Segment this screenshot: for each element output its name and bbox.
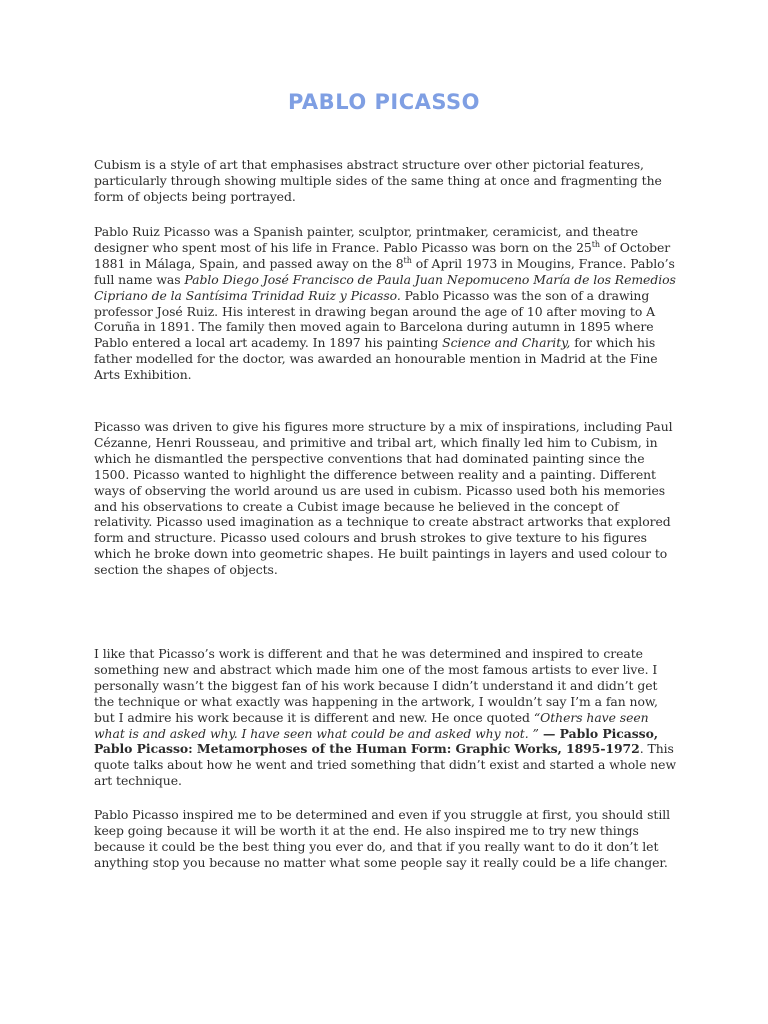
ordinal-suffix: th bbox=[403, 255, 412, 265]
page-title: PABLO PICASSO bbox=[287, 90, 481, 114]
paragraph-biography bbox=[94, 224, 679, 383]
paragraph-opinion bbox=[94, 646, 679, 789]
paragraph-inspirations: Picasso was driven to give his figures more structure by a mix of inspirations, including Paul Cézanne, Henri Rousseau, and primitive and tribal art, which finally led him to Cubism, in which he dismantled the perspective conventions that had dominated painting since the 1500. Picasso wanted to highlight the difference between reality and a painting. Different ways of observing the world around us are used in cubism. Picasso used both his memories and his observations to create a Cubist image because he believed in the concept of relativity. Picasso used imagination as a technique to create abstract artworks that explored form and structure. Picasso used colours and brush strokes to give texture to his figures which he broke down into geometric shapes. He built paintings in layers and used colour to section the shapes of objects. bbox=[94, 419, 673, 578]
paragraph-inspiration-personal: Pablo Picasso inspired me to be determined and even if you struggle at first, you should still keep going because it will be worth it at the end. He also inspired me to try new things because it could be the best thing you ever do, and that if you really want to do it don’t let anything stop you because no matter what some people say it really could be a life changer. bbox=[94, 807, 671, 870]
full-name: Pablo Diego José Francisco de Paula Juan Nepomuceno María de los Remedios Cipriano de la Santísima Trinidad Ruiz y Picasso. bbox=[94, 271, 676, 303]
opinion-text-b: . This quote talks about how he went and tried something that didn’t exist and started a whole new art technique. bbox=[94, 741, 677, 789]
biography-text-e: for which his father modelled for the doctor, was awarded an honourable mention in Madrid at the Fine Arts Exhibition. bbox=[94, 335, 658, 383]
painting-title: Science and Charity, bbox=[442, 335, 571, 351]
biography-text-b: of October 1881 in Málaga, Spain, and passed away on the 8 bbox=[94, 239, 671, 271]
biography-text-a: Pablo Ruiz Picasso was a Spanish painter, sculptor, printmaker, ceramicist, and theatre designer who spent most of his life in France. Pablo Picasso was born on the 25 bbox=[94, 224, 639, 255]
biography-text-c: of April 1973 in Mougins, France. Pablo’s full name was bbox=[94, 255, 675, 287]
paragraph-cubism-definition: Cubism is a style of art that emphasises abstract structure over other pictorial features, particularly through showing multiple sides of the same thing at once and fragmenting the form of objects being portrayed. bbox=[94, 157, 662, 204]
opinion-text-a: I like that Picasso’s work is different and that he was determined and inspired to create something new and abstract which made him one of the most famous artists to ever live. I personally wasn’t the biggest fan of his work because I didn’t understand it and didn’t get the technique or what exactly was happening in the artwork, I wouldn’t say I’m a fan now, but I admire his work because it is different and new. He once quoted bbox=[94, 646, 658, 725]
biography-text-d: Pablo Picasso was the son of a drawing professor José Ruiz. His interest in drawing began around the age of 10 after moving to A Coruña in 1891. The family then moved again to Barcelona during autumn in 1895 where Pablo entered a local art academy. In 1897 his painting bbox=[94, 287, 656, 351]
quote-attribution: — Pablo Picasso, Pablo Picasso: Metamorphoses of the Human Form: Graphic Works, 1895-1972 bbox=[94, 725, 659, 757]
quote: “Others have seen what is and asked why. I have seen what could be and asked why not. ” bbox=[94, 709, 649, 741]
ordinal-suffix: th bbox=[591, 239, 601, 249]
